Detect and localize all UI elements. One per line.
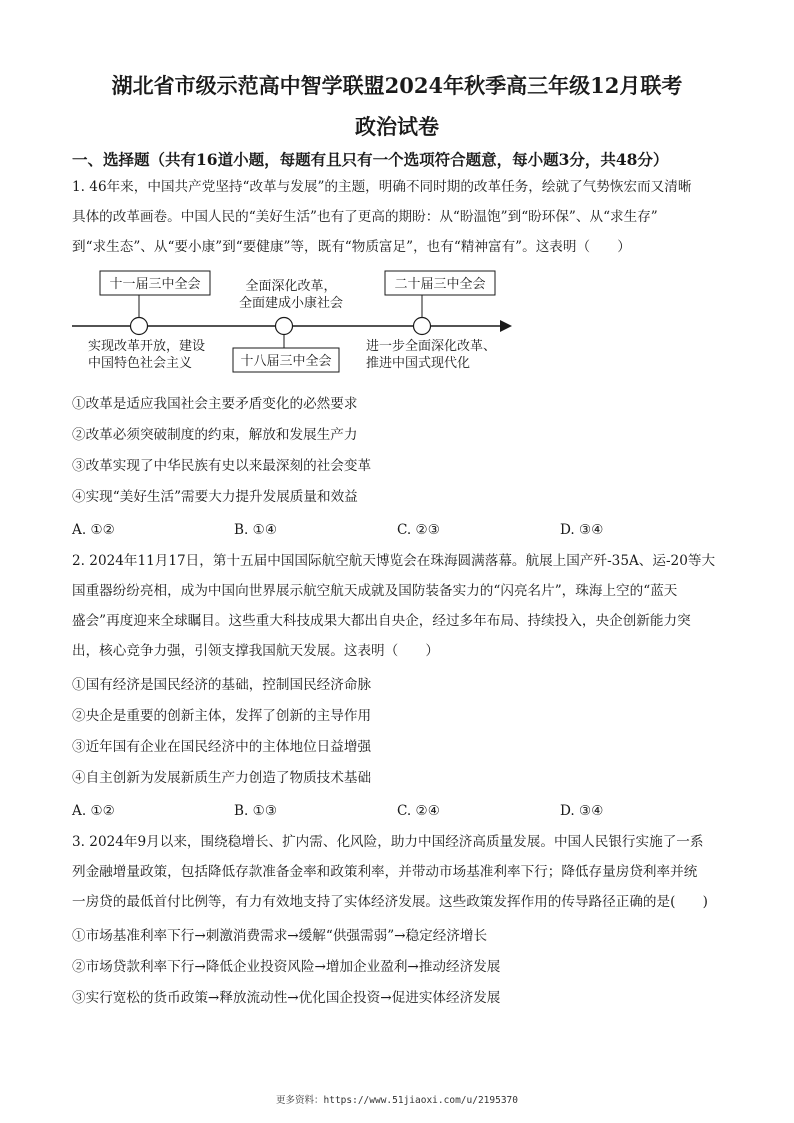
- caption-3-line1: 进一步全面深化改革、: [366, 339, 497, 354]
- caption-1-line2: 中国特色社会主义: [88, 356, 193, 371]
- timeline-arrowhead: [500, 320, 512, 332]
- q2-option-a: A. ①②: [72, 803, 115, 819]
- box-20th-plenum-label: 二十届三中全会: [394, 277, 486, 292]
- q2-option-d: D. ③④: [560, 803, 604, 819]
- q3-statement: ③实行宽松的货币政策→释放流动性→优化国企投资→促进实体经济发展: [72, 990, 501, 1006]
- q3-stem-line: 3. 2024年9月以来，围绕稳增长、扩内需、化风险，助力中国经济高质量发展。中国人民银行实施了一系: [72, 834, 704, 850]
- q1-option-c: C. ②③: [397, 522, 440, 538]
- q3-stem-line: 列金融增量政策，包括降低存款准备金率和政策利率，并带动市场基准利率下行；降低存量房贷利率并统: [72, 864, 698, 880]
- box-11th-plenum-label: 十一届三中全会: [109, 277, 201, 292]
- q2-statement: ①国有经济是国民经济的基础，控制国民经济命脉: [72, 677, 372, 693]
- q1-statement: ④实现“美好生活”需要大力提升发展质量和效益: [72, 489, 358, 505]
- q1-option-a: A. ①②: [72, 522, 115, 538]
- exam-subtitle: 政治试卷: [355, 114, 439, 139]
- q1-stem-line: 到“求生态”、从“要小康”到“要健康”等，既有“物质富足”，也有“精神富有”。这表明（ ）: [72, 239, 631, 255]
- q2-stem-line: 国重器纷纷亮相，成为中国向世界展示航空航天成就及国防装备实力的“闪亮名片”，珠海上空的“蓝天: [72, 583, 678, 599]
- q1-stem-line: 1. 46年来，中国共产党坚持“改革与发展”的主题，明确不同时期的改革任务，绘就了气势恢宏而又清晰: [72, 179, 692, 195]
- q1-statement: ②改革必须突破制度的约束，解放和发展生产力: [72, 427, 358, 443]
- q2-stem-line: 出，核心竞争力强，引领支撑我国航天发展。这表明（ ）: [72, 643, 440, 659]
- q1-stem-line: 具体的改革画卷。中国人民的“美好生活”也有了更高的期盼：从“盼温饱”到“盼环保”、从“求生存”: [72, 209, 658, 225]
- q2-stem-line: 2. 2024年11月17日，第十五届中国国际航空航天博览会在珠海圆满落幕。航展上国产歼-35A、运-20等大: [72, 553, 716, 569]
- q1-option-d: D. ③④: [560, 522, 604, 538]
- footer-resource-link[interactable]: 更多资料：https://www.51jiaoxi.com/u/2195370: [276, 1095, 518, 1106]
- node-1: [131, 318, 148, 335]
- q2-option-c: C. ②④: [397, 803, 440, 819]
- q2-statement: ④自主创新为发展新质生产力创造了物质技术基础: [72, 770, 372, 786]
- q2-option-b: B. ①③: [234, 803, 278, 819]
- q1-statement: ③改革实现了中华民族有史以来最深刻的社会变革: [72, 458, 372, 474]
- caption-2-line2: 全面建成小康社会: [238, 296, 344, 311]
- q3-stem-line: 一房贷的最低首付比例等，有力有效地支持了实体经济发展。这些政策发挥作用的传导路径正确的是( ): [72, 894, 708, 910]
- box-18th-plenum-label: 十八届三中全会: [240, 354, 332, 369]
- q1-statement: ①改革是适应我国社会主要矛盾变化的必然要求: [72, 396, 358, 412]
- caption-3-line2: 推进中国式现代化: [366, 356, 471, 371]
- caption-2-line1: 全面深化改革，: [245, 279, 337, 294]
- q2-stem-line: 盛会”再度迎来全球瞩目。这些重大科技成果大都出自央企，经过多年布局、持续投入，央企创新能力突: [72, 613, 691, 629]
- q2-statement: ③近年国有企业在国民经济中的主体地位日益增强: [72, 739, 372, 755]
- node-3: [414, 318, 431, 335]
- section-heading: 一、选择题（共有16道小题，每题有且只有一个选项符合题意，每小题3分，共48分）: [72, 150, 669, 169]
- q3-statement: ①市场基准利率下行→刺激消费需求→缓解“供强需弱”→稳定经济增长: [72, 928, 488, 944]
- q1-option-b: B. ①④: [234, 522, 278, 538]
- reform-timeline-diagram: [0, 268, 794, 378]
- q2-statement: ②央企是重要的创新主体，发挥了创新的主导作用: [72, 708, 372, 724]
- caption-1-line1: 实现改革开放，建设: [88, 339, 206, 354]
- node-2: [276, 318, 293, 335]
- q3-statement: ②市场贷款利率下行→降低企业投资风险→增加企业盈利→推动经济发展: [72, 959, 501, 975]
- exam-title: 湖北省市级示范高中智学联盟2024年秋季高三年级12月联考: [111, 73, 683, 98]
